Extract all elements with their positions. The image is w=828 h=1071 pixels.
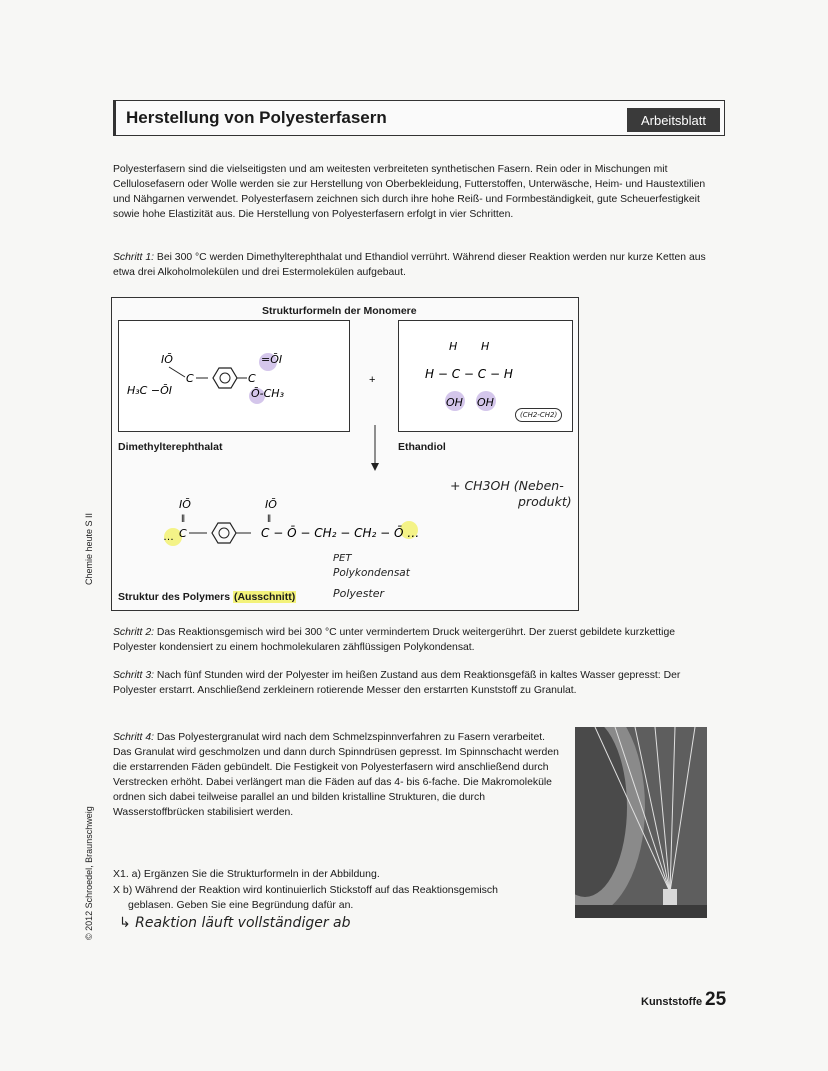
carbon-right: C (248, 372, 256, 385)
intro-paragraph: Polyesterfasern sind die vielseitigsten und am weitesten verbreiteten synthetischen Fasern. Rein oder in Mischungen mit Cellulosefasern oder Wolle werden sie zur Herstellung von Oberbekleidung, Futterstoffen, Unterwäsche, Heim- und Haustextilien und Nähgarnen verwendet. Polyesterfasern zeichnen sich durch ihre hohe Reiß- und Formbeständigkeit, gute Scheuerfestigkeit sowie hohe Elastizität aus. Die Herstellung von Polyesterfasern erfolgt in vier Schritten. (113, 164, 706, 220)
worksheet-badge: Arbeitsblatt (627, 108, 720, 132)
plus-sign: + (369, 374, 376, 386)
step-3-text: Nach fünf Stunden wird der Polyester im heißen Zustand aus dem Reaktionsgefäß in kaltes Wasser gepresst: Der Polyester erstarrt. Anschließend zerkleinern rotierende Messer den erstarrten Kunststoff zu Granulat. (113, 670, 681, 696)
carbonyl-o-left: IŌ (161, 353, 173, 366)
task-1a: X1. a) Ergänzen Sie die Strukturformeln in der Abbildung. (113, 868, 380, 880)
reaction-arrow-head (371, 463, 379, 471)
step-2-label: Schritt 2: (113, 627, 154, 638)
figure-title: Strukturformeln der Monomere (262, 305, 417, 317)
page-title: Herstellung von Polyesterfasern (126, 108, 387, 127)
polymer-chain: C − Ō − CH₂ − CH₂ − Ō … (261, 526, 420, 540)
hand-polykondensat: Polykondensat (333, 567, 410, 579)
carbon-left: C (186, 372, 194, 385)
polymer-label (118, 591, 296, 603)
hand-note-small: (CH2-CH2) (515, 408, 562, 422)
double-bond-left: ‖ (181, 514, 186, 525)
h-atom: H (449, 340, 458, 353)
benzene-inner (220, 373, 230, 383)
polymer-label-extra: (Ausschnitt) (233, 591, 296, 603)
h-atom: H (481, 340, 490, 353)
step-1-label: Schritt 1: (113, 252, 154, 263)
task-1b-cont: geblasen. Geben Sie eine Begründung dafür an. (128, 899, 354, 911)
task-1b: X b) Während der Reaktion wird kontinuierlich Stickstoff auf das Reaktionsgemisch (113, 884, 498, 896)
polymer-o-left: IŌ (179, 498, 191, 511)
step-1-text: Bei 300 °C werden Dimethylterephthalat und Ethandiol verrührt. Während dieser Reaktion werden nur kurze Ketten aus etwa drei Alkoholmolekülen und drei Estermolekülen aufgebaut. (113, 252, 706, 278)
polymer-o-right: IŌ (265, 498, 277, 511)
step-4 (113, 730, 561, 820)
photo-illustration (575, 727, 707, 918)
step-2 (113, 625, 711, 655)
page-number: 25 (705, 989, 727, 1010)
step-2-text: Das Reaktionsgemisch wird bei 300 °C unter vermindertem Druck weitergerührt. Der zuerst gebildete kurzkettige Polyester kondensiert zu einem hochmolekularen zähflüssigen Polykondensat. (113, 627, 676, 653)
ester-o-right: Ō-CH₃ (251, 387, 284, 400)
monomer2-label: Ethandiol (398, 441, 446, 453)
benzene-ring-2 (212, 523, 236, 543)
monomer1-label: Dimethylterephthalat (118, 441, 223, 453)
polymer-c-left: C (179, 527, 187, 540)
ethandiol-chain: H − C − C − H (425, 367, 513, 381)
benzene-ring-1 (213, 368, 237, 388)
chain-dots: … (163, 531, 174, 543)
hand-byproduct: + CH3OH (Neben- (450, 478, 564, 493)
footer-chapter: Kunststoffe (641, 996, 703, 1008)
step-4-text: Das Polyestergranulat wird nach dem Schmelzspinnverfahren zu Fasern verarbeitet. Das Granulat wird geschmolzen und dann durch Spinndrüsen gepresst. Im Spinnschacht werden die erstarrenden Fäden gebündelt. Die Festigkeit von Polyesterfasern wird anschließend durch Verstrecken erhöht. Dabei verlängert man die Fäden auf das 4- bis 6-fache. Die Makromoleküle ordnen sich dabei teilweise parallel an und bilden kristalline Strukturen, die durch Wasserstoffbrücken stabilisiert werden. (113, 732, 559, 818)
oh-group: OH (477, 396, 494, 409)
step-3-label: Schritt 3: (113, 670, 154, 681)
polymer-label-main: Struktur des Polymers (118, 591, 231, 603)
carbonyl-o-right: =ŌI (261, 353, 283, 366)
step-1 (113, 250, 711, 280)
benzene-inner (219, 528, 229, 538)
h3c-group: H₃C −ŌI (127, 384, 172, 397)
bond (169, 367, 185, 377)
sidenote-book: Chemie heute S II (84, 512, 94, 585)
step-4-label: Schritt 4: (113, 732, 154, 743)
hand-pet: PET (333, 553, 352, 564)
oh-group: OH (446, 396, 463, 409)
step-3 (113, 668, 711, 698)
hand-byproduct-2: produkt) (518, 494, 572, 509)
handwritten-answer: ↳ Reaktion läuft vollständiger ab (119, 915, 351, 931)
spinning-photo (575, 727, 707, 918)
double-bond-right: ‖ (267, 514, 272, 525)
sidenote-copyright: © 2012 Schroedel, Braunschweig (84, 806, 94, 940)
hand-polyester: Polyester (333, 587, 385, 600)
